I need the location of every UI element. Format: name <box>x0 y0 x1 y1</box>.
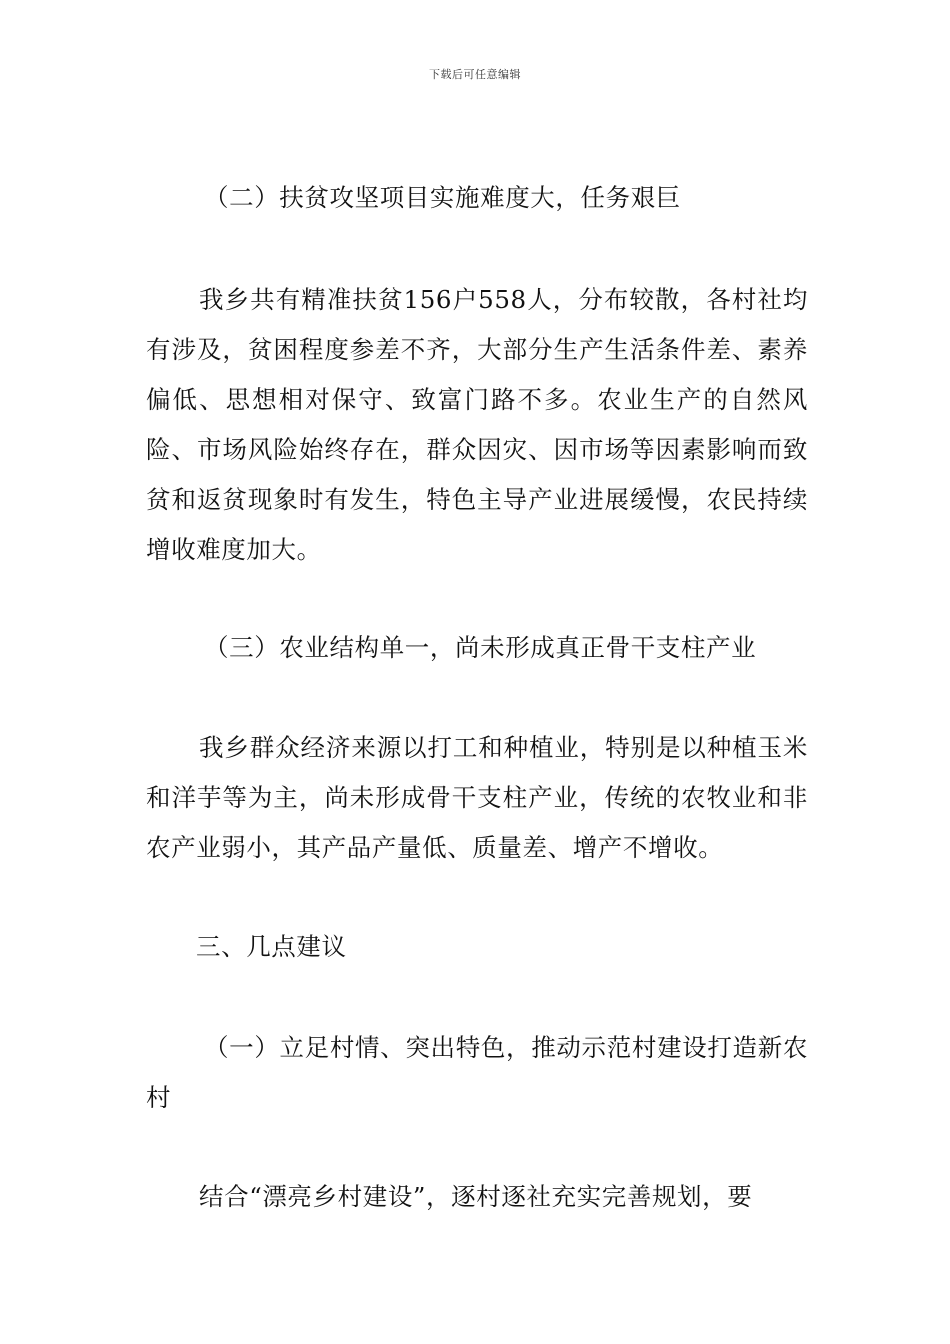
section-heading-2: （二）扶贫攻坚项目实施难度大，任务艰巨 <box>204 183 681 212</box>
paragraph-2: 我乡共有精准扶贫156户558人，分布较散，各村社均有涉及，贫困程度参差不齐，大部分生产生活条件差、素养偏低、思想相对保守、致富门路不多。农业生产的自然风险、市场风险始终存在，群众因灾、因市场等因素影响而致贫和返贫现象时有发生，特色主导产业进展缓慢，农民持续增收难度加大。 <box>146 285 808 564</box>
paragraph-3-1: 结合“漂亮乡村建设”，逐村逐社充实完善规划，要 <box>199 1182 753 1211</box>
subsection-heading-3-1: （一）立足村情、突出特色，推动示范村建设打造新农村 <box>146 1033 808 1112</box>
section-heading-3: （三）农业结构单一，尚未形成真正骨干支柱产业 <box>204 633 757 662</box>
paragraph-3: 我乡群众经济来源以打工和种植业，特别是以种植玉米和洋芋等为主，尚未形成骨干支柱产业，传统的农牧业和非农产业弱小，其产品产量低、质量差、增产不增收。 <box>146 733 808 862</box>
part-heading-3: 三、几点建议 <box>196 932 347 961</box>
header-note: 下载后可任意编辑 <box>429 68 521 81</box>
